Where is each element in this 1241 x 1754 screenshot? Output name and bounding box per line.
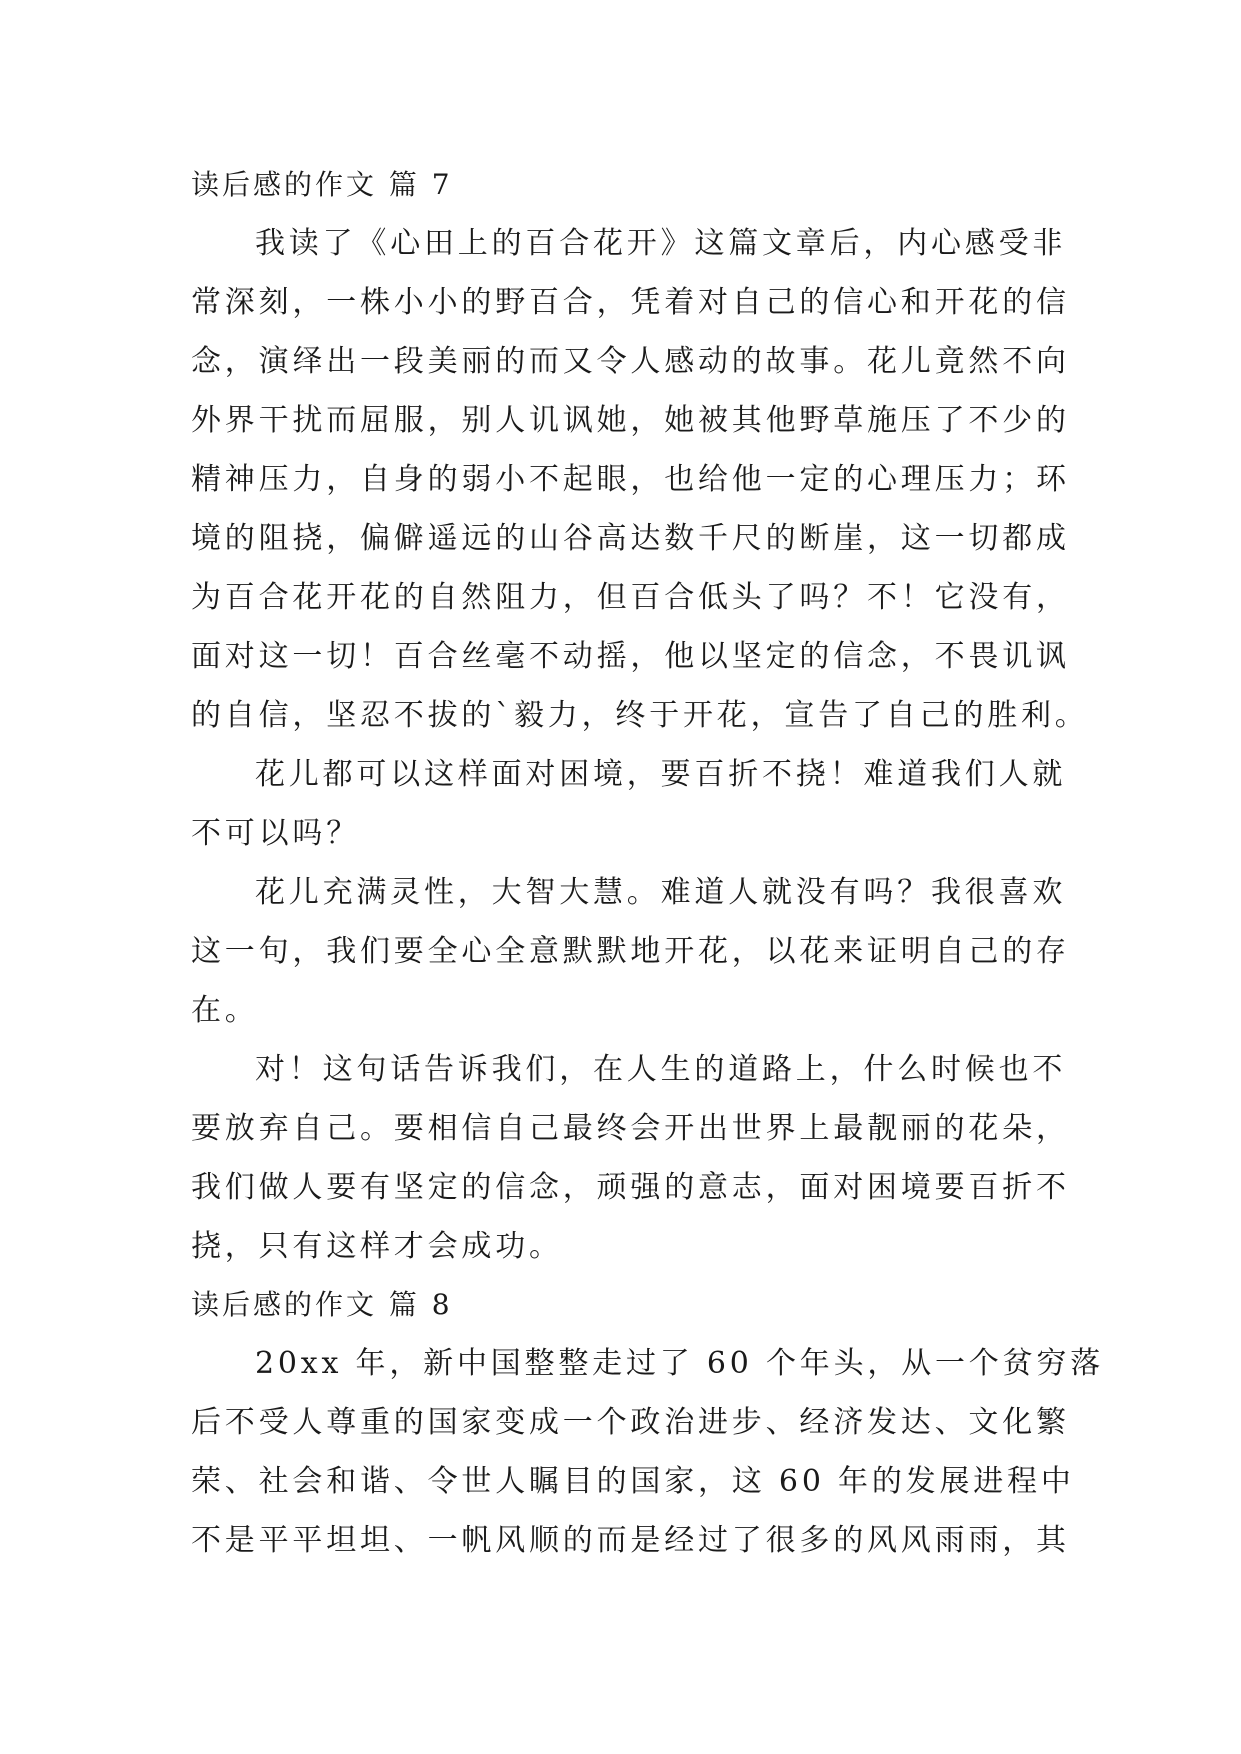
paragraph-line: 花儿充满灵性，大智大慧。难道人就没有吗？我很喜欢 [255, 875, 1067, 910]
body-paragraph [191, 1334, 1104, 1570]
document-body [191, 156, 1104, 1570]
paragraph-line: 面对这一切！百合丝毫不动摇，他以坚定的信念，不畏讥讽 [191, 639, 1070, 674]
paragraph-line: 我们做人要有坚定的信念，顽强的意志，面对困境要百折不 [191, 1170, 1070, 1205]
paragraph-line: 在。 [191, 993, 259, 1028]
paragraph-line: 花儿都可以这样面对困境，要百折不挠！难道我们人就 [255, 757, 1067, 792]
paragraph-line: 我读了《心田上的百合花开》这篇文章后，内心感受非 [255, 226, 1067, 261]
paragraph-line: 后不受人尊重的国家变成一个政治进步、经济发达、文化繁 [191, 1405, 1070, 1440]
paragraph-line: 外界干扰而屈服，别人讥讽她，她被其他野草施压了不少的 [191, 403, 1070, 438]
body-paragraph [191, 745, 1071, 863]
paragraph-line: 精神压力，自身的弱小不起眼，也给他一定的心理压力；环 [191, 462, 1070, 497]
section-heading: 读后感的作文 篇 8 [191, 1288, 453, 1321]
paragraph-line: 念，演绎出一段美丽的而又令人感动的故事。花儿竟然不向 [191, 344, 1070, 379]
body-paragraph [191, 1040, 1071, 1276]
paragraph-line: 挠，只有这样才会成功。 [191, 1229, 563, 1264]
paragraph-line: 不可以吗？ [191, 816, 360, 851]
body-paragraph [191, 214, 1089, 745]
paragraph-line: 要放弃自己。要相信自己最终会开出世界上最靓丽的花朵， [191, 1111, 1070, 1146]
paragraph-line: 20xx 年，新中国整整走过了 60 个年头，从一个贫穷落 [255, 1346, 1104, 1381]
paragraph-line: 荣、社会和谐、令世人瞩目的国家，这 60 年的发展进程中 [191, 1464, 1075, 1499]
section-heading: 读后感的作文 篇 7 [191, 168, 453, 201]
paragraph-line: 境的阻挠，偏僻遥远的山谷高达数千尺的断崖，这一切都成 [191, 521, 1070, 556]
paragraph-line: 的自信，坚忍不拔的`毅力，终于开花，宣告了自己的胜利。 [191, 698, 1089, 733]
paragraph-line: 常深刻，一株小小的野百合，凭着对自己的信心和开花的信 [191, 285, 1070, 320]
paragraph-line: 为百合花开花的自然阻力，但百合低头了吗？不！它没有， [191, 580, 1070, 615]
body-paragraph [191, 863, 1071, 1040]
paragraph-line: 这一句，我们要全心全意默默地开花，以花来证明自己的存 [191, 934, 1070, 969]
paragraph-line: 不是平平坦坦、一帆风顺的而是经过了很多的风风雨雨，其 [191, 1523, 1070, 1558]
paragraph-line: 对！这句话告诉我们，在人生的道路上，什么时候也不 [255, 1052, 1067, 1087]
